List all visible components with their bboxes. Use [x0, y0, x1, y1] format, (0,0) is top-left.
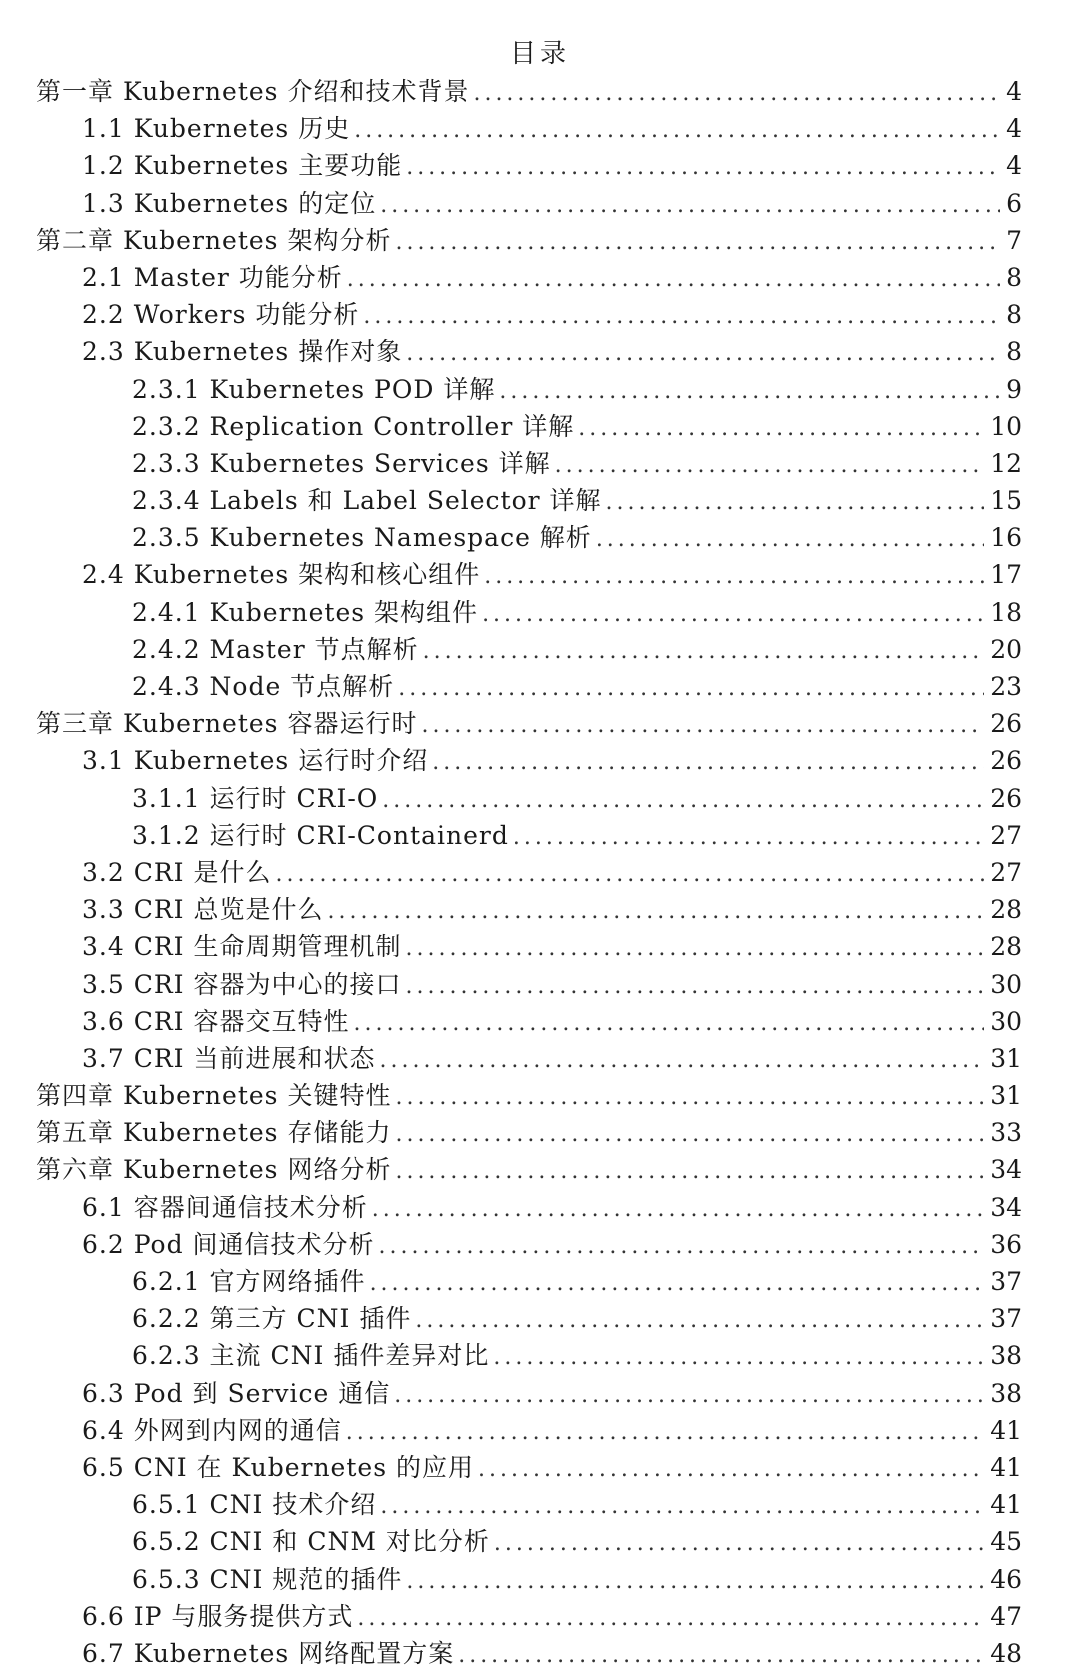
- toc-entry-title: 2.3.3 Kubernetes Services 详解: [132, 448, 551, 478]
- toc-page-number: 7: [1006, 225, 1022, 255]
- dot-leader: [423, 633, 985, 670]
- toc-entry: [0, 594, 1080, 631]
- toc-entry-title: 6.2.3 主流 CNI 插件差异对比: [132, 1341, 490, 1371]
- toc-page-number: 4: [1006, 151, 1022, 181]
- toc-page-number: 12: [990, 448, 1022, 478]
- toc-entry: [0, 1300, 1080, 1337]
- toc-page-number: 48: [990, 1638, 1022, 1668]
- dot-leader: [380, 187, 1000, 224]
- toc-page-number: 37: [990, 1304, 1022, 1334]
- toc-page-number: 4: [1006, 77, 1022, 106]
- dot-leader: [275, 856, 984, 893]
- toc-page-number: 26: [990, 709, 1022, 739]
- dot-leader: [395, 1153, 984, 1190]
- toc-page-number: 16: [990, 523, 1022, 553]
- toc-entry: [0, 1449, 1080, 1486]
- toc-entry-title: 2.4.3 Node 节点解析: [132, 672, 395, 701]
- dot-leader: [395, 1079, 984, 1116]
- dot-leader: [432, 744, 984, 781]
- dot-leader: [555, 447, 985, 484]
- toc-entry-title: 1.2 Kubernetes 主要功能: [82, 151, 403, 181]
- toc-page-number: 27: [990, 857, 1022, 887]
- toc-page-number: 34: [990, 1192, 1022, 1222]
- toc-entry: [0, 1375, 1080, 1412]
- dot-leader: [347, 261, 1000, 298]
- toc-page-number: 15: [990, 486, 1022, 516]
- toc-page-number: 30: [990, 969, 1022, 999]
- toc-entry: [0, 222, 1080, 259]
- toc-entry-title: 2.3.5 Kubernetes Namespace 解析: [132, 523, 592, 553]
- dot-leader: [421, 707, 984, 744]
- dot-leader: [372, 1191, 984, 1228]
- dot-leader: [370, 1265, 985, 1302]
- dot-leader: [596, 521, 984, 558]
- toc-entry: [0, 259, 1080, 296]
- toc-entry: [0, 928, 1080, 965]
- dot-leader: [606, 484, 985, 521]
- dot-leader: [415, 1302, 984, 1339]
- dot-leader: [398, 670, 984, 707]
- toc-entry: [0, 780, 1080, 817]
- toc-entry: [0, 1263, 1080, 1300]
- toc-entry-title: 6.6 IP 与服务提供方式: [82, 1601, 354, 1631]
- toc-entry: [0, 110, 1080, 147]
- toc-entry: [0, 1337, 1080, 1374]
- toc-page-number: 36: [990, 1229, 1022, 1259]
- toc-entry-title: 2.4.2 Master 节点解析: [132, 634, 419, 664]
- dot-leader: [394, 1377, 984, 1414]
- toc-entry-title: 6.5 CNI 在 Kubernetes 的应用: [82, 1452, 474, 1482]
- toc-entry: [0, 854, 1080, 891]
- toc-entry: [0, 817, 1080, 854]
- toc-entry-title: 3.5 CRI 容器为中心的接口: [82, 969, 402, 999]
- toc-entry: [0, 185, 1080, 222]
- dot-leader: [379, 1228, 985, 1265]
- toc-entry-title: 3.7 CRI 当前进展和状态: [82, 1043, 376, 1073]
- toc-entry: [0, 333, 1080, 370]
- dot-leader: [395, 1116, 984, 1153]
- toc-entry-title: 第五章 Kubernetes 存储能力: [36, 1118, 392, 1148]
- dot-leader: [458, 1637, 984, 1674]
- toc-page-number: 18: [990, 597, 1022, 627]
- toc-page-number: 23: [990, 672, 1022, 701]
- toc-page-number: 8: [1006, 262, 1022, 292]
- toc-entry-title: 6.2.2 第三方 CNI 插件: [132, 1304, 412, 1334]
- toc-page-number: 37: [990, 1267, 1022, 1296]
- toc-entry: [0, 1189, 1080, 1226]
- toc-page-number: 38: [990, 1341, 1022, 1371]
- dot-leader: [382, 782, 984, 819]
- toc-page-number: 10: [990, 411, 1022, 441]
- toc-page-number: 30: [990, 1006, 1022, 1036]
- dot-leader: [493, 1339, 984, 1376]
- dot-leader: [405, 930, 984, 967]
- toc-entry: [0, 742, 1080, 779]
- toc-entry: [0, 73, 1080, 110]
- dot-leader: [578, 410, 984, 447]
- dot-leader: [406, 149, 1000, 186]
- toc-entry: [0, 147, 1080, 184]
- toc-entry-title: 2.3.1 Kubernetes POD 详解: [132, 374, 496, 404]
- toc-entry: [0, 1151, 1080, 1188]
- page-title: 目录: [509, 39, 570, 69]
- toc-entry-title: 3.2 CRI 是什么: [82, 857, 272, 887]
- toc-entry: [0, 631, 1080, 668]
- toc-entry-title: 6.7 Kubernetes 网络配置方案: [82, 1638, 455, 1668]
- toc-page-number: 34: [990, 1155, 1022, 1185]
- toc-page-number: 8: [1006, 337, 1022, 367]
- toc-entry: [0, 1077, 1080, 1114]
- toc-page-number: 4: [1006, 114, 1022, 144]
- toc-page-number: 41: [990, 1415, 1022, 1445]
- toc-page-number: 8: [1006, 300, 1022, 330]
- toc-entry: [0, 1114, 1080, 1151]
- toc-entry-title: 6.5.3 CNI 规范的插件: [132, 1564, 403, 1594]
- toc-entry-title: 2.1 Master 功能分析: [82, 262, 343, 292]
- toc-entry: [0, 556, 1080, 593]
- toc-entry-title: 第一章 Kubernetes 介绍和技术背景: [36, 77, 470, 106]
- dot-leader: [484, 558, 984, 595]
- toc-entry-title: 2.4 Kubernetes 架构和核心组件: [82, 560, 481, 590]
- toc-page-number: 31: [990, 1081, 1022, 1111]
- dot-leader: [353, 1005, 984, 1042]
- toc-page-number: 26: [990, 783, 1022, 813]
- toc-entry: [0, 482, 1080, 519]
- toc-page-number: 45: [990, 1527, 1022, 1557]
- toc-entry: [0, 891, 1080, 928]
- toc-entry: [0, 966, 1080, 1003]
- toc-entry-title: 2.3 Kubernetes 操作对象: [82, 337, 403, 367]
- toc-page-number: 28: [990, 932, 1022, 962]
- dot-leader: [482, 596, 984, 633]
- toc-page-number: 41: [990, 1452, 1022, 1482]
- dot-leader: [478, 1451, 984, 1488]
- dot-leader: [406, 1563, 984, 1600]
- toc-entry-title: 3.3 CRI 总览是什么: [82, 895, 324, 925]
- toc-entry-title: 6.4 外网到内网的通信: [82, 1415, 342, 1445]
- toc-entry: [0, 408, 1080, 445]
- dot-leader: [327, 893, 984, 930]
- toc-page-number: 31: [990, 1043, 1022, 1073]
- toc-entry: [0, 445, 1080, 482]
- toc-entry-title: 3.1 Kubernetes 运行时介绍: [82, 746, 429, 776]
- dot-leader: [405, 968, 984, 1005]
- toc-entry-title: 第三章 Kubernetes 容器运行时: [36, 709, 418, 739]
- toc-entry-title: 2.3.4 Labels 和 Label Selector 详解: [132, 486, 602, 516]
- dot-leader: [357, 1600, 984, 1637]
- toc-page-number: 47: [990, 1601, 1022, 1631]
- toc-page-number: 28: [990, 895, 1022, 925]
- toc-page-number: 9: [1006, 374, 1022, 404]
- toc-page-number: 33: [990, 1118, 1022, 1148]
- toc-entry-title: 6.2.1 官方网络插件: [132, 1267, 366, 1296]
- toc-page-number: 46: [990, 1564, 1022, 1594]
- toc-page-number: 26: [990, 746, 1022, 776]
- dot-leader: [395, 224, 1000, 261]
- toc-page-number: 41: [990, 1490, 1022, 1520]
- toc-entry: [0, 296, 1080, 333]
- dot-leader: [406, 335, 1000, 372]
- toc-entry-title: 2.2 Workers 功能分析: [82, 300, 360, 330]
- toc-entry: [0, 668, 1080, 705]
- toc-page-number: 38: [990, 1378, 1022, 1408]
- toc-page-number: 17: [990, 560, 1022, 590]
- toc-entry-title: 3.6 CRI 容器交互特性: [82, 1006, 350, 1036]
- dot-leader: [346, 1414, 984, 1451]
- dot-leader: [363, 298, 1000, 335]
- toc-entry-title: 6.5.2 CNI 和 CNM 对比分析: [132, 1527, 490, 1557]
- dot-leader: [354, 112, 1000, 149]
- toc-entry: [0, 1226, 1080, 1263]
- toc-entry: [0, 1040, 1080, 1077]
- toc-entry: [0, 1523, 1080, 1560]
- toc-entry-title: 2.4.1 Kubernetes 架构组件: [132, 597, 479, 627]
- dot-leader: [499, 373, 1000, 410]
- toc-entry: [0, 1561, 1080, 1598]
- toc-entry-title: 3.1.1 运行时 CRI-O: [132, 783, 379, 813]
- toc-entry-title: 第四章 Kubernetes 关键特性: [36, 1081, 392, 1111]
- toc-entry: [0, 519, 1080, 556]
- toc-entry: [0, 705, 1080, 742]
- toc-entry-title: 1.1 Kubernetes 历史: [82, 114, 351, 144]
- toc-entry-title: 6.3 Pod 到 Service 通信: [82, 1378, 391, 1408]
- toc-page-number: 6: [1006, 188, 1022, 218]
- toc-entry: [0, 371, 1080, 408]
- toc-entry: [0, 1412, 1080, 1449]
- toc-entry-title: 3.1.2 运行时 CRI-Containerd: [132, 820, 509, 850]
- toc-entry: [0, 1598, 1080, 1635]
- toc-entry-title: 第二章 Kubernetes 架构分析: [36, 225, 392, 255]
- toc-entry: [0, 1486, 1080, 1523]
- toc-entry-title: 6.1 容器间通信技术分析: [82, 1192, 368, 1222]
- dot-leader: [494, 1525, 984, 1562]
- toc-entry: [0, 1635, 1080, 1672]
- dot-leader: [380, 1488, 984, 1525]
- toc-entry-title: 6.2 Pod 间通信技术分析: [82, 1229, 375, 1259]
- toc-page-number: 20: [990, 634, 1022, 664]
- toc-entry-title: 3.4 CRI 生命周期管理机制: [82, 932, 402, 962]
- table-of-contents: [0, 73, 1080, 1672]
- dot-leader: [513, 819, 984, 856]
- toc-entry-title: 2.3.2 Replication Controller 详解: [132, 411, 575, 441]
- toc-entry-title: 1.3 Kubernetes 的定位: [82, 188, 377, 218]
- toc-entry: [0, 1003, 1080, 1040]
- toc-entry-title: 第六章 Kubernetes 网络分析: [36, 1155, 392, 1185]
- dot-leader: [473, 75, 1000, 112]
- toc-entry-title: 6.5.1 CNI 技术介绍: [132, 1490, 377, 1520]
- dot-leader: [379, 1042, 984, 1079]
- toc-page-number: 27: [990, 820, 1022, 850]
